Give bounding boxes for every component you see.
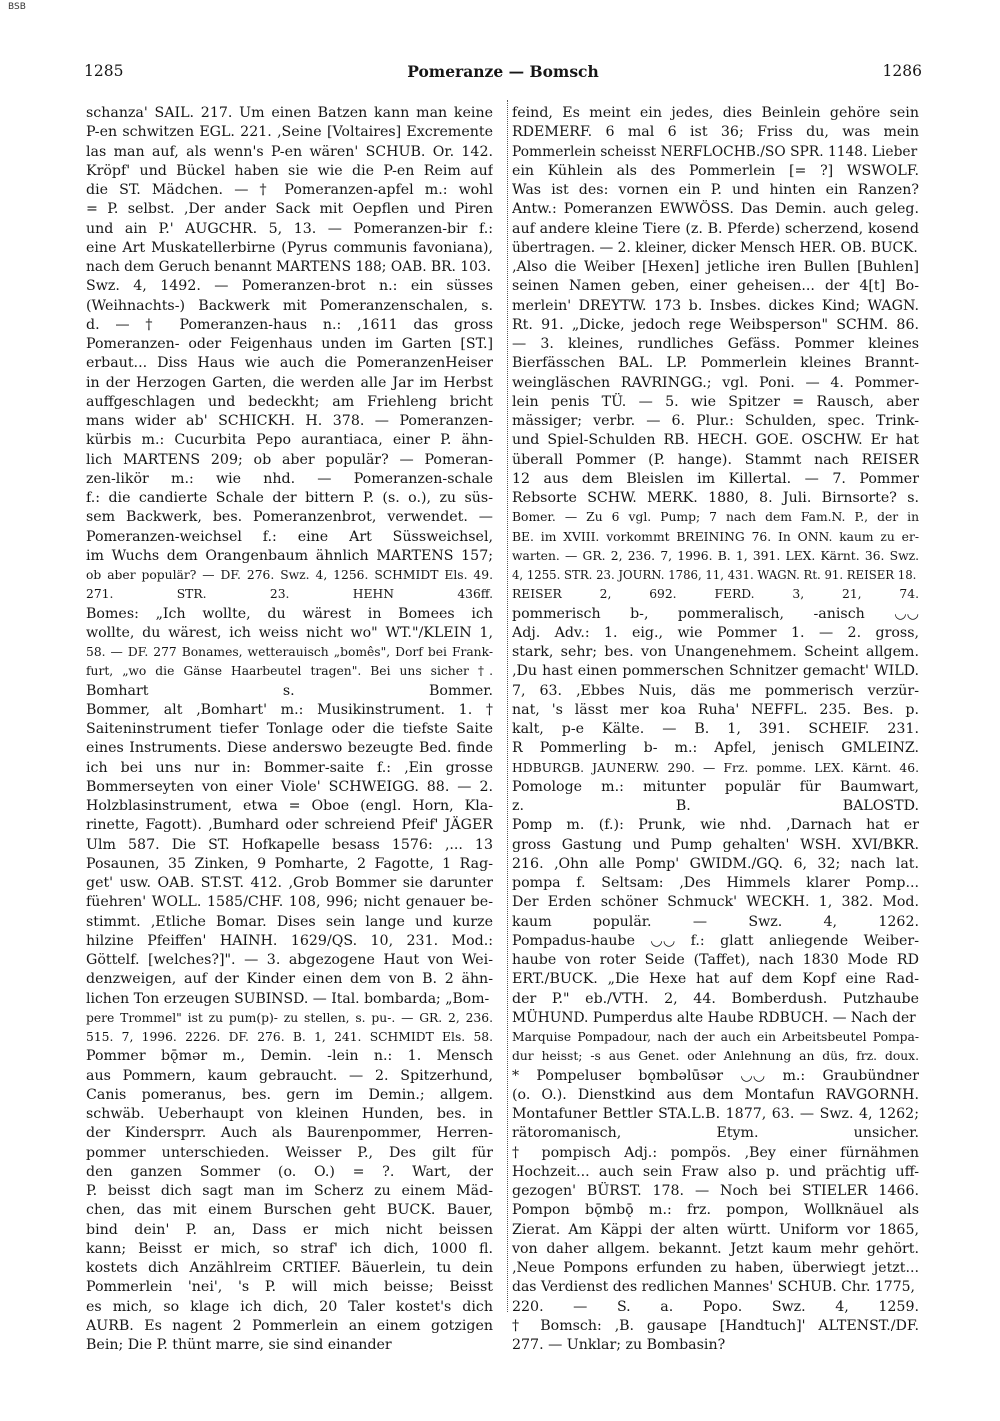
right-column — [512, 104, 919, 1355]
text-line: AURB. Es nagent 2 Pommerlein an einem gotzigen — [86, 1317, 493, 1334]
text-line: übertragen. — 2. kleiner, dicker Mensch HER. OB. BUCK. — [512, 239, 918, 256]
text-line: Posaunen, 35 Zinken, 9 Pomharte, 2 Fagotte, 1 Rag- — [86, 855, 493, 872]
text-line: MÜHUND. Pumperdus alte Haube RDBUCH. — Nach der — [512, 1009, 916, 1026]
text-line: Pomp m. (f.): Prunk, wie nhd. ‚Darnach hat er — [512, 817, 919, 834]
text-line: Pommerlein 'nei', 's P. will mich beisse; Beisst — [86, 1279, 493, 1296]
text-line: 58. — DF. 277 Bonames, wetterauisch „bomês", Dorf bei Frank- — [86, 645, 493, 659]
text-line: pere Trommel" ist zu pum(p)- zu stellen, s. pu-. — GR. 2, 236. — [86, 1010, 493, 1025]
text-line: mässiger; verbr. — 6. Plur.: Schulden, spec. Trink- — [512, 413, 919, 429]
text-line: merlein' DREYTW. 173 b. Insbes. dickes Kind; WAGN. — [512, 297, 919, 314]
text-line: im Wuchs dem Orangenbaum ähnlich MARTENS 157; — [86, 547, 493, 564]
text-line: kann; Beisst er mich, so straf' ich dich, 1000 fl. — [86, 1240, 493, 1257]
text-line: auffgeschlagen und bedeckht; am Friehleng bricht — [86, 393, 493, 410]
text-line: zen-likör m.: wie nhd. — Pomeranzen-schale — [86, 470, 493, 487]
text-line: Was ist des: vornen ein P. und hinten ein Ranzen? — [512, 182, 919, 198]
text-line: Canis pomeranus, bes. gern im Demin.; allgem. — [86, 1086, 493, 1103]
text-line: stimmt. ‚Etliche Bomar. Dises sein lange und kurze — [86, 913, 493, 930]
text-line: f.: die candierte Schale der bittern P. (s. o.), zu süs- — [86, 490, 493, 506]
text-line: Pompon bǭmbǭ m.: frz. pompon, Wollknäuel als — [512, 1202, 919, 1219]
text-line: rätoromanisch, Etym. unsicher. — [512, 1125, 919, 1142]
text-line: seinen Namen geben, einer geheisen... der 4[t] Bo- — [512, 278, 919, 295]
text-line: ob aber populär? — DF. 276. Swz. 4, 1256. SCHMIDT Els. 49. — [86, 568, 493, 582]
text-line: eine Art Muskatellerbirne (Pyrus communis favoniana), — [86, 239, 493, 256]
text-line: — 3. kleines, rundliches Gefäss. Pommer kleines — [512, 336, 919, 352]
text-line: d. — † Pomeranzen-haus n.: ‚1611 das gross — [86, 316, 493, 333]
text-line: Bomhart s. Bommer. — [86, 682, 493, 699]
text-line: kürbis m.: Cucurbita Pepo aurantiaca, einer P. ähn- — [86, 432, 493, 449]
text-line: Zierat. Am Käppi der alten württ. Uniform vor 1865, — [512, 1221, 919, 1238]
text-line: bind dein' P. an, Dass er mich nicht beissen — [86, 1221, 493, 1238]
text-line: las man auf, als wenn's P-en wären' SCHUB. Or. 142. — [86, 143, 493, 160]
text-line: Bomes: „Ich wollte, du wärest in Bomees ich — [86, 605, 493, 622]
text-line: nat, 's lässt mer koa Ruha' NEFFL. 235. Bes. p. — [512, 701, 919, 718]
text-line: Saiteninstrument tiefer Tonlage oder die tiefste Saite — [86, 721, 493, 737]
text-line: ein Kühlein als des Pommerlein [= ?] WSWOLF. — [512, 162, 919, 179]
page-number-right: 1286 — [882, 62, 922, 80]
text-line: † pompisch Adj.: pompös. ‚Bey einer fürnähmen — [512, 1144, 919, 1161]
text-line: Pomeranzen-weichsel f.: eine Art Süssweichsel, — [86, 528, 493, 545]
text-line: Ulm 587. Die ST. Hofkapelle besass 1576: ‚... 13 — [86, 836, 493, 853]
text-line: kaum populär. — Swz. 4, 1262. — [512, 913, 919, 930]
text-line: 277. — Unklar; zu Bombasin? — [512, 1337, 726, 1353]
library-watermark: BSB — [8, 2, 26, 12]
text-line: Pompadus-haube ◡◡ f.: glatt anliegende Weiber- — [512, 932, 919, 949]
text-line: ERT./BUCK. „Die Hexe hat auf dem Kopf eine Rad- — [512, 971, 919, 988]
text-line: feind, Es meint ein jedes, dies Beinlein gehöre sein — [512, 105, 919, 121]
text-line: ich bei uns nur in: Bommer-saite f.: ‚Ein grosse — [86, 759, 493, 776]
text-line: schanza' SAIL. 217. Um einen Batzen kann man keine — [86, 105, 493, 121]
text-line: Pommer bǭmər m., Demin. -lein n.: 1. Mensch — [86, 1048, 493, 1065]
text-line: Bomer. — Zu 6 vgl. Pump; 7 nach dem Fam.N. P., der in — [512, 510, 919, 525]
text-line: pommerisch b-, pommeralisch, -anisch ◡◡ — [512, 605, 919, 622]
text-line: Bommerseyten von einer Viole' SCHWEIGG. 88. — 2. — [86, 778, 493, 795]
text-line: (o. O.). Dienstkind aus dem Montafun RAVGORNH. — [512, 1086, 919, 1103]
text-line: (Weihnachts-) Backwerk mit Pomeranzenschalen, s. — [86, 297, 493, 314]
text-line: der Kindersprr. Auch als Baurenpommer, Herren- — [86, 1125, 493, 1142]
text-line: Der Erden schöner Schmuck' WECKH. 1, 382. Mod. — [512, 894, 919, 911]
text-line: gross Gastung und Pump gehalten' WSH. XVI/BKR. — [512, 836, 919, 853]
column-divider — [507, 100, 508, 1312]
text-line: warten. — GR. 2, 236. 7, 1996. B. 1, 391. LEX. Kärnt. 36. Swz. — [512, 548, 919, 563]
text-line: Hochzeit... auch sein Fraw also p. und prächtig uff- — [512, 1163, 919, 1180]
text-line: von daher allgem. bekannt. Jetzt kaum mehr gehört. — [512, 1240, 919, 1257]
left-column — [86, 104, 493, 1355]
text-line: 220. — S. a. Popo. Swz. 4, 1259. — [512, 1298, 919, 1315]
text-line: z. B. BALOSTD. — [512, 798, 919, 814]
text-line: RDEMERF. 6 mal 6 ist 36; Friss du, was mein — [512, 124, 919, 141]
text-line: HDBURGB. JAUNERW. 290. — Frz. pomme. LEX. Kärnt. 46. — [512, 760, 919, 775]
text-line: 4, 1255. STR. 23. JOURN. 1786, 11, 431. WAGN. Rt. 91. REISER 18. — [512, 568, 917, 582]
text-line: pompa f. Seltsam: ‚Des Himmels klarer Pomp... — [512, 875, 919, 891]
text-line: Pommerlein scheisst NERFLOCHB./SO SPR. 1148. Lieber — [512, 143, 918, 160]
text-line: Montafuner Bettler STA.L.B. 1877, 63. — Swz. 4, 1262; — [512, 1106, 919, 1122]
text-line: Antw.: Pomeranzen EWWÖSS. Das Demin. auch geleg. — [512, 201, 919, 218]
text-line: Bein; Die P. thünt marre, sie sind einander — [86, 1337, 392, 1353]
text-line: Adj. Adv.: 1. eig., wie Pommer 1. — 2. gross, — [512, 624, 919, 641]
text-line: hilzine Pfeiffen' HAINH. 1629/QS. 10, 231. Mod.: — [86, 932, 493, 949]
text-line: Swz. 4, 1492. — Pomeranzen-brot n.: ein süsses — [86, 278, 493, 295]
text-line: 271. STR. 23. HEHN 436ff. — [86, 587, 493, 602]
text-line: 7, 63. ‚Ebbes Nuis, däs me pommerisch verzür- — [512, 682, 919, 699]
text-line: ‚Neue Pompons erfunden zu haben, überwiegt jetzt... — [512, 1260, 919, 1276]
text-line: lichen Ton erzeugen SUBINSD. — Ital. bombarda; „Bom- — [86, 990, 490, 1007]
text-line: ‚Du hast einen pommerschen Schnitzer gemacht' WILD. — [512, 663, 919, 680]
text-line: das Verdienst des redlichen Mannes' SCHUB. Chr. 1775, — [512, 1279, 915, 1296]
text-line: und ain P.' AUGCHR. 5, 13. — Pomeranzen-bir f.: — [86, 220, 493, 237]
text-line: erbaut... Diss Haus wie auch die PomeranzenHeiser — [86, 355, 493, 372]
text-line: Holzblasinstrument, etwa = Oboe (engl. Horn, Kla- — [86, 798, 493, 814]
text-line: Marquise Pompadour, nach der auch ein Arbeitsbeutel Pompa- — [512, 1030, 919, 1044]
text-line: Pomeranzen- oder Feigenhaus unden im Garten [ST.] — [86, 336, 493, 352]
text-line: mans wider ab' SCHICKH. H. 378. — Pomeranzen- — [86, 413, 493, 429]
text-line: füehren' WOLL. 1585/CHF. 108, 996; nicht genauer be- — [86, 894, 493, 911]
text-line: Pomologe m.: mitunter populär für Baumwart, — [512, 778, 919, 795]
text-line: wollte, du wärest, ich weiss nicht wo" WT."/KLEIN 1, — [86, 624, 493, 641]
text-line: Bierfässchen BAL. LP. Pommerlein kleines Brannt- — [512, 355, 919, 372]
text-line: kalt, p-e Kälte. — B. 1, 391. SCHEIF. 231. — [512, 721, 919, 737]
text-line: REISER 2, 692. FERD. 3, 21, 74. — [512, 587, 919, 602]
text-line: kostets dich Anzählreim CRTIEF. Bäuerlein, tu dein — [86, 1260, 493, 1276]
text-line: 216. ‚Ohn alle Pomp' GWIDM./GQ. 6, 32; nach lat. — [512, 855, 919, 872]
text-line: R Pommerling b- m.: Apfel, jenisch GMLEINZ. — [512, 740, 919, 757]
text-line: der P." eb./VTH. 2, 44. Bomberdush. Putzhaube — [512, 990, 919, 1007]
text-line: schwäb. Ueberhaupt von kleinen Hunden, bes. in — [86, 1106, 493, 1122]
text-line: * Pompeluser bǫmbəlūsər ◡◡ m.: Graubündner — [512, 1067, 919, 1084]
text-line: dur heisst; -s aus Genet. oder Anlehnung an düs, frz. doux. — [512, 1049, 919, 1064]
text-line: haube von roter Seide (Taffet), nach 1830 Mode RD — [512, 952, 919, 968]
text-line: † Bomsch: ‚B. gausape [Handtuch]' ALTENST./DF. — [512, 1317, 919, 1334]
text-line: es mich, so klage ich dich, 20 Taler kostet's dich — [86, 1298, 493, 1315]
text-line: gezogen' BÜRST. 178. — Noch bei STIELER 1466. — [512, 1183, 919, 1199]
text-line: überall Pommer (P. hange). Stammt nach REISER — [512, 451, 919, 468]
text-line: chen, das mit einem Burschen geht BUCK. Bauer, — [86, 1202, 493, 1219]
text-line: Kröpf' und Bückel haben sie wie die P-en Reim auf — [86, 162, 493, 179]
text-line: pommer unterschieden. Weisser P., Des gilt für — [86, 1144, 493, 1161]
text-line: Rt. 91. „Dicke, jedoch rege Weibsperson" SCHM. 86. — [512, 316, 919, 333]
text-line: lein penis TÜ. — 5. wie Spitzer = Rausch, aber — [512, 393, 919, 410]
text-line: eines Instruments. Diese anderswo bezeugte Bed. finde — [86, 740, 493, 757]
text-line: auf andere kleine Tiere (z. B. Pferde) scherzend, kosend — [512, 220, 919, 237]
text-line: 515. 7, 1996. 2226. DF. 276. B. 1, 241. SCHMIDT Els. 58. — [86, 1030, 493, 1044]
text-line: ‚Also die Weiber [Hexen] jetliche iren Bullen [Buhlen] — [512, 259, 919, 275]
text-line: nach dem Geruch benannt MARTENS 188; OAB. BR. 103. — [86, 259, 492, 275]
running-title: Pomeranze — Bomsch — [407, 62, 599, 81]
text-line: P-en schwitzen EGL. 221. ‚Seine [Voltaires] Excremente — [86, 124, 493, 141]
text-line: die ST. Mädchen. — † Pomeranzen-apfel m.: wohl — [86, 182, 493, 198]
text-line: stark, sehr; bes. von Unangenehmem. Scheint allgem. — [512, 644, 919, 660]
text-line: furt, „wo die Gänse Haarbeutel tragen". Bei uns sicher †. — [86, 664, 493, 679]
text-line: weingläschen RAVRINGG.; vgl. Poni. — 4. Pommer- — [512, 374, 919, 391]
text-line: Göttelf. [welches?]". — 3. abgezogene Haut von Wei- — [86, 952, 493, 968]
text-line: Rebsorte SCHW. MERK. 1880, 8. Juli. Birnsorte? s. — [512, 490, 919, 506]
text-line: BE. im XVIII. vorkommt BREINING 76. In ONN. kaum zu er- — [512, 529, 919, 544]
text-line: den ganzen Sommer (o. O.) = ?. Wart, der — [86, 1163, 493, 1180]
page-number-left: 1285 — [84, 62, 124, 80]
running-header — [84, 62, 922, 84]
text-line: lich MARTENS 209; ob aber populär? — Pomeran- — [86, 451, 493, 468]
text-line: denzweigen, auf der Kinder einen dem von B. 2 ähn- — [86, 971, 493, 988]
text-line: rinette, Fagott). ‚Bumhard oder schreiend Pfeif' JÄGER — [86, 817, 493, 834]
text-line: 12 aus dem Bleislen im Killertal. — 7. Pommer — [512, 470, 919, 487]
text-line: = P. selbst. ‚Der ander Sack mit Oepflen und Piren — [86, 201, 493, 218]
text-line: Bommer, alt ‚Bomhart' m.: Musikinstrument. 1. † — [86, 701, 493, 718]
text-line: sem Backwerk, bes. Pomeranzenbrot, verwendet. — — [86, 509, 493, 526]
text-line: und Spiel-Schulden RB. HECH. GOE. OSCHW. Er hat — [512, 432, 919, 449]
text-line: aus Pommern, kaum gebraucht. — 2. Spitzerhund, — [86, 1067, 493, 1084]
text-line: get' usw. OAB. ST.ST. 412. ‚Grob Bommer sie darunter — [86, 875, 493, 891]
text-line: in der Herzogen Garten, die werden alle Jar im Herbst — [86, 374, 493, 391]
text-line: P. beisst dich sagt man im Scherz zu einem Mäd- — [86, 1183, 493, 1199]
